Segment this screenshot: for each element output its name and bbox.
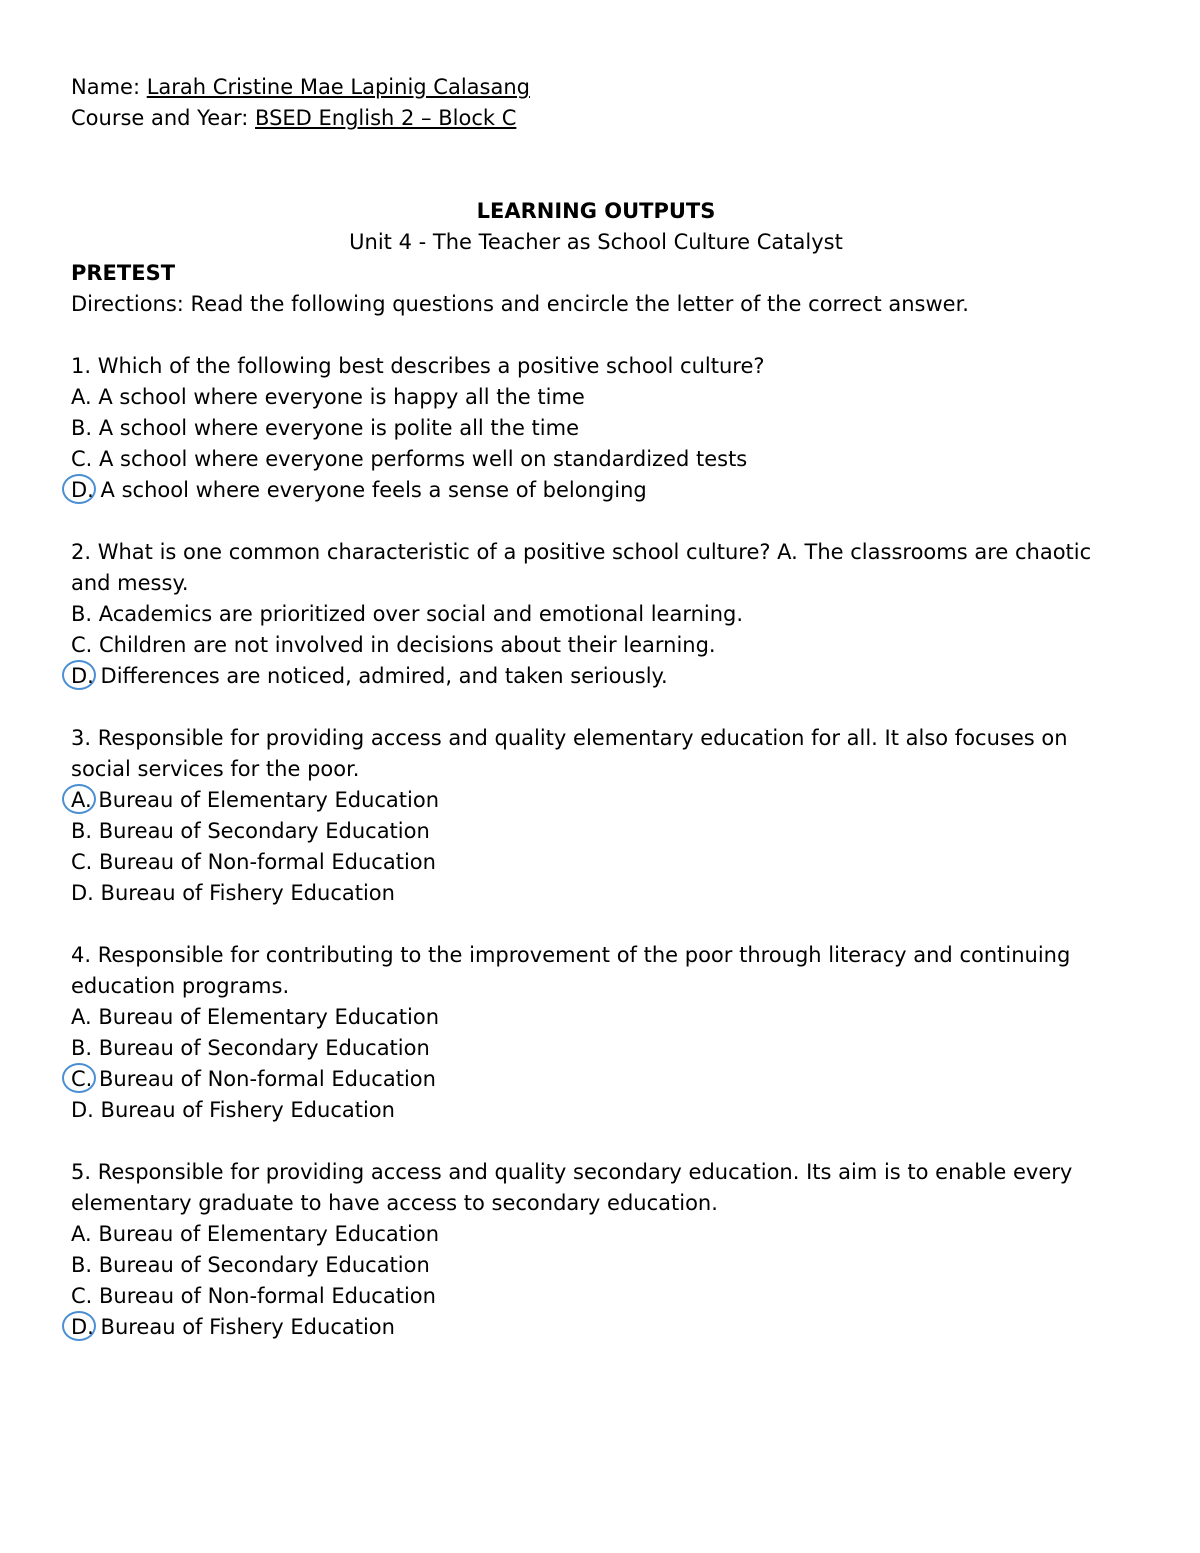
option-text: Bureau of Elementary Education	[91, 788, 440, 812]
document-subtitle: Unit 4 - The Teacher as School Culture Catalyst	[349, 230, 843, 254]
option-letter: D.	[71, 1315, 94, 1339]
answer-option	[71, 1033, 1121, 1064]
option-text: Bureau of Secondary Education	[92, 1036, 430, 1060]
option-letter: B.	[71, 1036, 93, 1060]
answer-option	[71, 785, 1121, 816]
question-block	[71, 1157, 1121, 1343]
question-stem: 2. What is one common characteristic of a positive school culture? A. The classrooms are chaotic and messy.	[71, 540, 1092, 595]
answer-option	[71, 1002, 1121, 1033]
answer-option	[71, 1281, 1121, 1312]
question-block	[71, 940, 1121, 1126]
name-label: Name:	[71, 75, 147, 99]
document-page	[71, 72, 1121, 1343]
directions-text: Directions: Read the following questions and encircle the letter of the correct answer.	[71, 292, 969, 316]
option-letter: D.	[71, 478, 94, 502]
question-block	[71, 537, 1121, 692]
question-block	[71, 723, 1121, 909]
answer-option	[71, 1064, 1121, 1095]
answer-option	[71, 878, 1121, 909]
option-letter: A.	[71, 385, 92, 409]
answer-option	[71, 630, 1121, 661]
option-letter: A.	[71, 788, 92, 812]
name-line	[71, 72, 1121, 103]
answer-option	[71, 1219, 1121, 1250]
course-line	[71, 103, 1121, 134]
option-text: Academics are prioritized over social and emotional learning.	[92, 602, 744, 626]
question-block	[71, 351, 1121, 506]
option-text: Bureau of Fishery Education	[93, 881, 395, 905]
answer-option	[71, 847, 1121, 878]
questions-list	[71, 351, 1121, 1343]
option-letter: B.	[71, 1253, 93, 1277]
name-value: Larah Cristine Mae Lapinig Calasang	[146, 75, 530, 99]
option-text: A school where everyone feels a sense of belonging	[93, 478, 647, 502]
option-letter: C.	[71, 1067, 93, 1091]
option-letter: D.	[71, 664, 94, 688]
course-label: Course and Year:	[71, 106, 256, 130]
option-letter: C.	[71, 447, 93, 471]
option-text: Bureau of Fishery Education	[93, 1315, 395, 1339]
question-stem: 1. Which of the following best describes a positive school culture?	[71, 354, 765, 378]
question-stem: 4. Responsible for contributing to the improvement of the poor through literacy and continuing education programs.	[71, 943, 1071, 998]
option-letter: D.	[71, 1098, 94, 1122]
option-text: Differences are noticed, admired, and taken seriously.	[93, 664, 668, 688]
section-heading: PRETEST	[71, 261, 176, 285]
answer-option	[71, 444, 1121, 475]
answer-option	[71, 816, 1121, 847]
option-letter: C.	[71, 633, 93, 657]
course-value: BSED English 2 – Block C	[255, 106, 517, 130]
option-letter: A.	[71, 1005, 92, 1029]
option-text: Bureau of Elementary Education	[91, 1222, 440, 1246]
option-text: A school where everyone performs well on standardized tests	[92, 447, 748, 471]
option-text: Children are not involved in decisions about their learning.	[92, 633, 716, 657]
option-text: Bureau of Secondary Education	[92, 1253, 430, 1277]
option-text: Bureau of Non-formal Education	[92, 1067, 436, 1091]
answer-option	[71, 413, 1121, 444]
option-letter: A.	[71, 1222, 92, 1246]
option-text: A school where everyone is polite all the time	[92, 416, 579, 440]
answer-option	[71, 1250, 1121, 1281]
answer-option	[71, 382, 1121, 413]
option-text: Bureau of Non-formal Education	[92, 1284, 436, 1308]
option-text: Bureau of Elementary Education	[91, 1005, 440, 1029]
answer-option	[71, 661, 1121, 692]
option-text: Bureau of Fishery Education	[93, 1098, 395, 1122]
option-letter: C.	[71, 850, 93, 874]
answer-option	[71, 1095, 1121, 1126]
option-text: A school where everyone is happy all the time	[91, 385, 585, 409]
option-text: Bureau of Non-formal Education	[92, 850, 436, 874]
question-stem: 3. Responsible for providing access and quality elementary education for all. It also focuses on social services for the poor.	[71, 726, 1068, 781]
option-letter: B.	[71, 416, 93, 440]
answer-option	[71, 599, 1121, 630]
answer-option	[71, 475, 1121, 506]
document-title: LEARNING OUTPUTS	[476, 199, 716, 223]
answer-option	[71, 1312, 1121, 1343]
question-stem: 5. Responsible for providing access and quality secondary education. Its aim is to enable every elementary graduate to have access to secondary education.	[71, 1160, 1073, 1215]
option-letter: C.	[71, 1284, 93, 1308]
option-letter: D.	[71, 881, 94, 905]
option-letter: B.	[71, 602, 93, 626]
option-letter: B.	[71, 819, 93, 843]
option-text: Bureau of Secondary Education	[92, 819, 430, 843]
